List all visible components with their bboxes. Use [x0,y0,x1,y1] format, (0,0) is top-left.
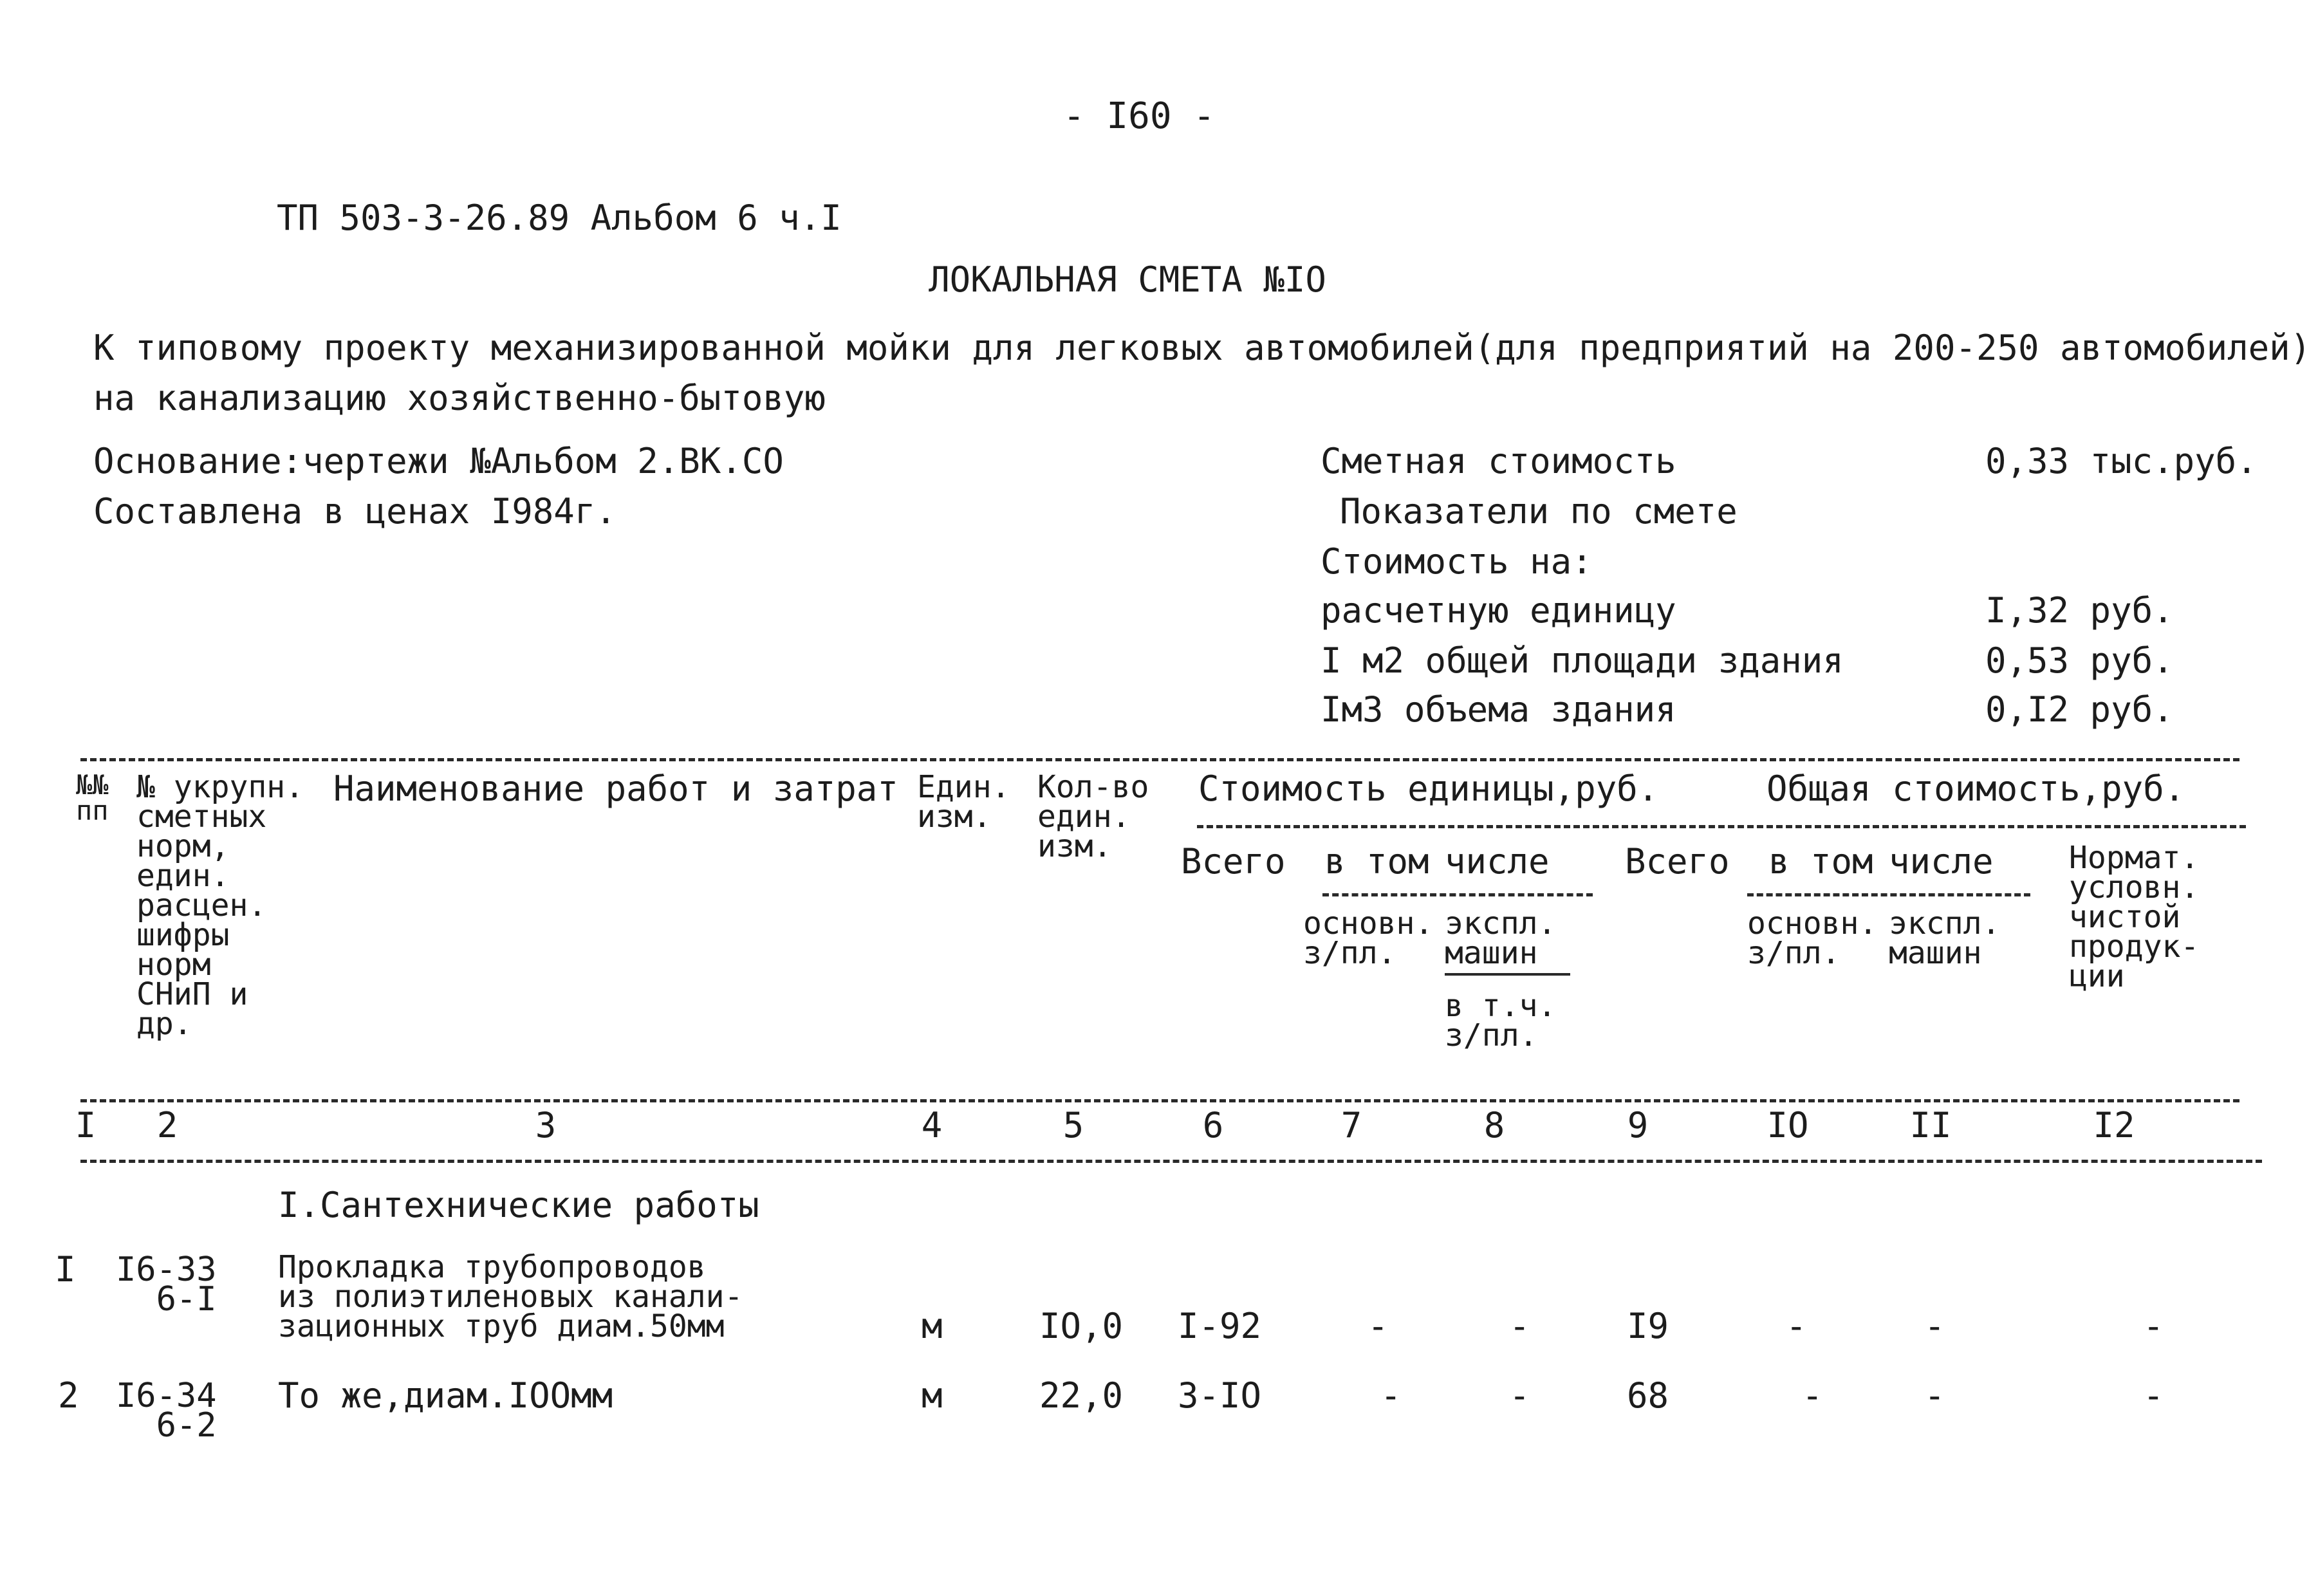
col-number: 7 [1340,1105,1362,1146]
total-cost-header: Общая стоимость,руб. [1766,768,2185,809]
col-2-header: № укрупн. сметных норм, един. расцен. шифры норм СНиП и др. [136,769,304,1042]
basis-text: Основание:чертежи №Альбом 2.ВК.СО [93,441,784,481]
row-2-total: 68 [1627,1375,1669,1416]
row-2-name: То же,диам.IOOмм [278,1375,613,1416]
col-number: 3 [535,1105,557,1146]
row-1-unit: м [922,1306,943,1346]
col-10-header: основн. з/пл. [1747,905,1878,971]
row-1-number: I [55,1249,76,1290]
section-title: I.Сантехнические работы [278,1185,759,1225]
cost-per-label: Стоимость на: [1321,541,1593,582]
row-1-code: I6-33 6-I [116,1250,217,1319]
row-1-unit-total: I-92 [1178,1306,1262,1346]
row-2-total-machines: - [1924,1375,1945,1416]
row-2-code: I6-34 6-2 [116,1377,217,1445]
volume-cost-label: Iм3 объема здания [1321,689,1676,730]
col-number: I2 [2093,1105,2135,1146]
indicators-label: Показатели по смете [1340,491,1738,532]
col-number: 2 [156,1105,178,1146]
area-cost-label: I м2 общей площади здания [1321,640,1844,681]
row-2-total-base-wage: - [1802,1375,1823,1416]
col-number: 6 [1202,1105,1224,1146]
unit-cost-rule [1197,825,2246,828]
unit-cost-split-rule [1322,893,1593,896]
col-5-header: Кол-во един. изм. [1037,769,1149,864]
page-number: - I60 - [1062,95,1216,137]
row-1-unit-machines: - [1509,1306,1530,1346]
row-1-total-base-wage: - [1786,1306,1807,1346]
col-number: 4 [921,1105,943,1146]
row-2-unit-machines: - [1509,1375,1530,1416]
col-1-header: №№ пп [76,769,109,826]
row-1-name: Прокладка трубопроводов из полиэтиленовых канали- зационных труб диам.50мм [278,1249,743,1344]
col-7-top-header: в том [1324,841,1429,882]
document-reference: ТП 503-3-26.89 Альбом 6 ч.I [277,198,842,238]
col-number: I [75,1105,97,1146]
col-12-header: Нормат. условн. чистой продук- ции [2069,840,2200,994]
col-number: 8 [1483,1105,1505,1146]
subtitle-line-1: К типовому проекту механизированной мойки для легковых автомобилей(для предприятий на 200-250 автомобилей) [93,328,2312,368]
cost-value: 0,33 тыс.руб. [1985,441,2258,481]
col-number: 5 [1062,1105,1084,1146]
row-2-qty: 22,0 [1039,1375,1124,1416]
row-1-total-machines: - [1924,1306,1945,1346]
row-2-unit-base-wage: - [1380,1375,1402,1416]
col-8-under-header: машин [1445,935,1538,971]
column-numbers-rule [80,1160,2262,1163]
cost-label: Сметная стоимость [1321,441,1676,481]
col-8-top-header: числе [1445,841,1550,882]
row-2-norm: - [2143,1375,2164,1416]
row-2-number: 2 [58,1375,79,1416]
prices-text: Составлена в ценах I984г. [93,491,617,532]
col-4-header: Един. изм. [917,769,1010,835]
volume-cost-value: 0,I2 руб. [1985,689,2174,730]
row-1-qty: IO,0 [1039,1306,1124,1346]
col-11-header: экспл. машин [1889,905,2001,971]
document-title: ЛОКАЛЬНАЯ СМЕТА №IO [929,259,1326,300]
unit-cost-value: I,32 руб. [1985,590,2174,631]
total-cost-split-rule [1747,893,2030,896]
col-11-top-header: числе [1889,841,1994,882]
row-1-unit-base-wage: - [1368,1306,1389,1346]
subtitle-line-2: на канализацию хозяйственно-бытовую [93,378,826,418]
col-number: IO [1766,1105,1809,1146]
row-1-norm: - [2143,1306,2164,1346]
table-top-rule [80,758,2239,761]
unit-cost-label: расчетную единицу [1321,590,1676,631]
col-8-underline [1445,973,1570,976]
header-bottom-rule [80,1099,2239,1102]
col-number: 9 [1627,1105,1649,1146]
row-2-unit: м [922,1375,943,1416]
col-8-sub-header: в т.ч. з/пл. [1445,988,1557,1053]
col-8-header: экспл. [1445,905,1557,942]
row-1-total: I9 [1627,1306,1669,1346]
col-9-header: Всего [1625,841,1730,882]
row-2-unit-total: 3-IO [1178,1375,1262,1416]
col-3-header: Наименование работ и затрат [333,768,898,809]
col-10-top-header: в том [1768,841,1873,882]
area-cost-value: 0,53 руб. [1985,640,2174,681]
col-number: II [1909,1105,1952,1146]
col-6-header: Всего [1181,841,1286,882]
col-7-header: основн. з/пл. [1303,905,1434,971]
unit-cost-header: Стоимость единицы,руб. [1198,768,1659,809]
